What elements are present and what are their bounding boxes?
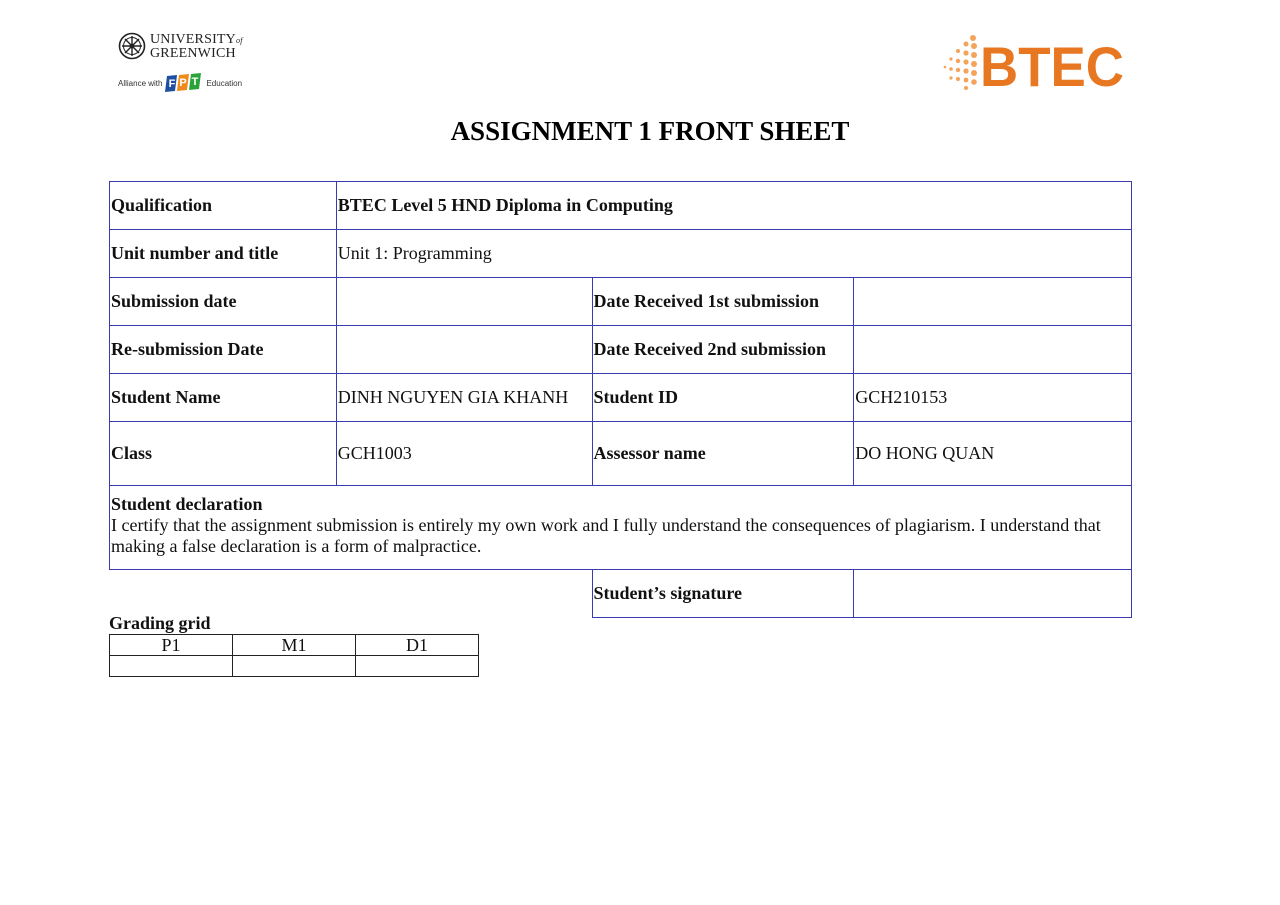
grade-value-p1[interactable] <box>110 656 233 677</box>
qualification-row <box>110 182 1132 230</box>
received-2nd-field[interactable] <box>854 326 1132 374</box>
btec-logo <box>938 32 1128 94</box>
unit-row <box>110 230 1132 278</box>
resubmission-date-label: Re-submission Date <box>110 326 337 374</box>
submission-date-row <box>110 278 1132 326</box>
fpt-logo-icon <box>165 72 203 94</box>
student-id-label: Student ID <box>592 374 854 422</box>
assessor-label: Assessor name <box>592 422 854 486</box>
grade-value-m1[interactable] <box>233 656 356 677</box>
signature-field[interactable] <box>854 570 1132 618</box>
student-row <box>110 374 1132 422</box>
signature-row <box>110 570 1132 618</box>
grade-value-d1[interactable] <box>356 656 479 677</box>
grade-header-m1: M1 <box>233 635 356 656</box>
received-1st-field[interactable] <box>854 278 1132 326</box>
grading-grid-table <box>109 634 479 677</box>
grading-header-row <box>110 635 479 656</box>
declaration-cell <box>110 486 1132 570</box>
student-name-value: DINH NGUYEN GIA KHANH <box>336 374 592 422</box>
front-sheet-table <box>109 181 1132 618</box>
resubmission-date-field[interactable] <box>336 326 592 374</box>
grade-header-p1: P1 <box>110 635 233 656</box>
declaration-row <box>110 486 1132 570</box>
btec-logo-text: BTEC <box>980 35 1124 94</box>
university-seal-icon <box>118 32 146 60</box>
received-1st-label: Date Received 1st submission <box>592 278 854 326</box>
student-name-label: Student Name <box>110 374 337 422</box>
qualification-value: BTEC Level 5 HND Diploma in Computing <box>336 182 1131 230</box>
grading-grid-label: Grading grid <box>109 613 211 633</box>
fpt-letter-p: P <box>179 77 188 89</box>
btec-logo-graphic <box>938 32 1128 94</box>
signature-spacer <box>110 570 593 618</box>
declaration-text: I certify that the assignment submission is entirely my own work and I fully understand the consequences of plagiarism. I understand that making a false declaration is a form of malpractice. <box>111 515 1101 556</box>
student-id-value: GCH210153 <box>854 374 1132 422</box>
unit-value: Unit 1: Programming <box>336 230 1131 278</box>
unit-label: Unit number and title <box>110 230 337 278</box>
class-label: Class <box>110 422 337 486</box>
class-value: GCH1003 <box>336 422 592 486</box>
btec-dots-icon <box>944 35 977 90</box>
submission-date-field[interactable] <box>336 278 592 326</box>
university-greenwich-logo <box>118 32 248 102</box>
fpt-letter-t: T <box>192 76 199 88</box>
signature-label: Student’s signature <box>592 570 854 618</box>
received-2nd-label: Date Received 2nd submission <box>592 326 854 374</box>
alliance-prefix: Alliance with <box>118 78 163 88</box>
submission-date-label: Submission date <box>110 278 337 326</box>
qualification-label: Qualification <box>110 182 337 230</box>
declaration-title: Student declaration <box>111 494 263 514</box>
grading-value-row <box>110 656 479 677</box>
university-name-line2: GREENWICH <box>150 45 236 61</box>
university-name-line1: UNIVERSITY <box>150 31 236 47</box>
grade-header-d1: D1 <box>356 635 479 656</box>
alliance-suffix: Education <box>206 78 243 88</box>
resubmission-row <box>110 326 1132 374</box>
fpt-letter-f: F <box>169 78 176 90</box>
page-title: ASSIGNMENT 1 FRONT SHEET <box>450 116 850 146</box>
assessor-value: DO HONG QUAN <box>854 422 1132 486</box>
university-of: of <box>236 35 243 45</box>
class-row <box>110 422 1132 486</box>
alliance-line <box>118 72 248 94</box>
